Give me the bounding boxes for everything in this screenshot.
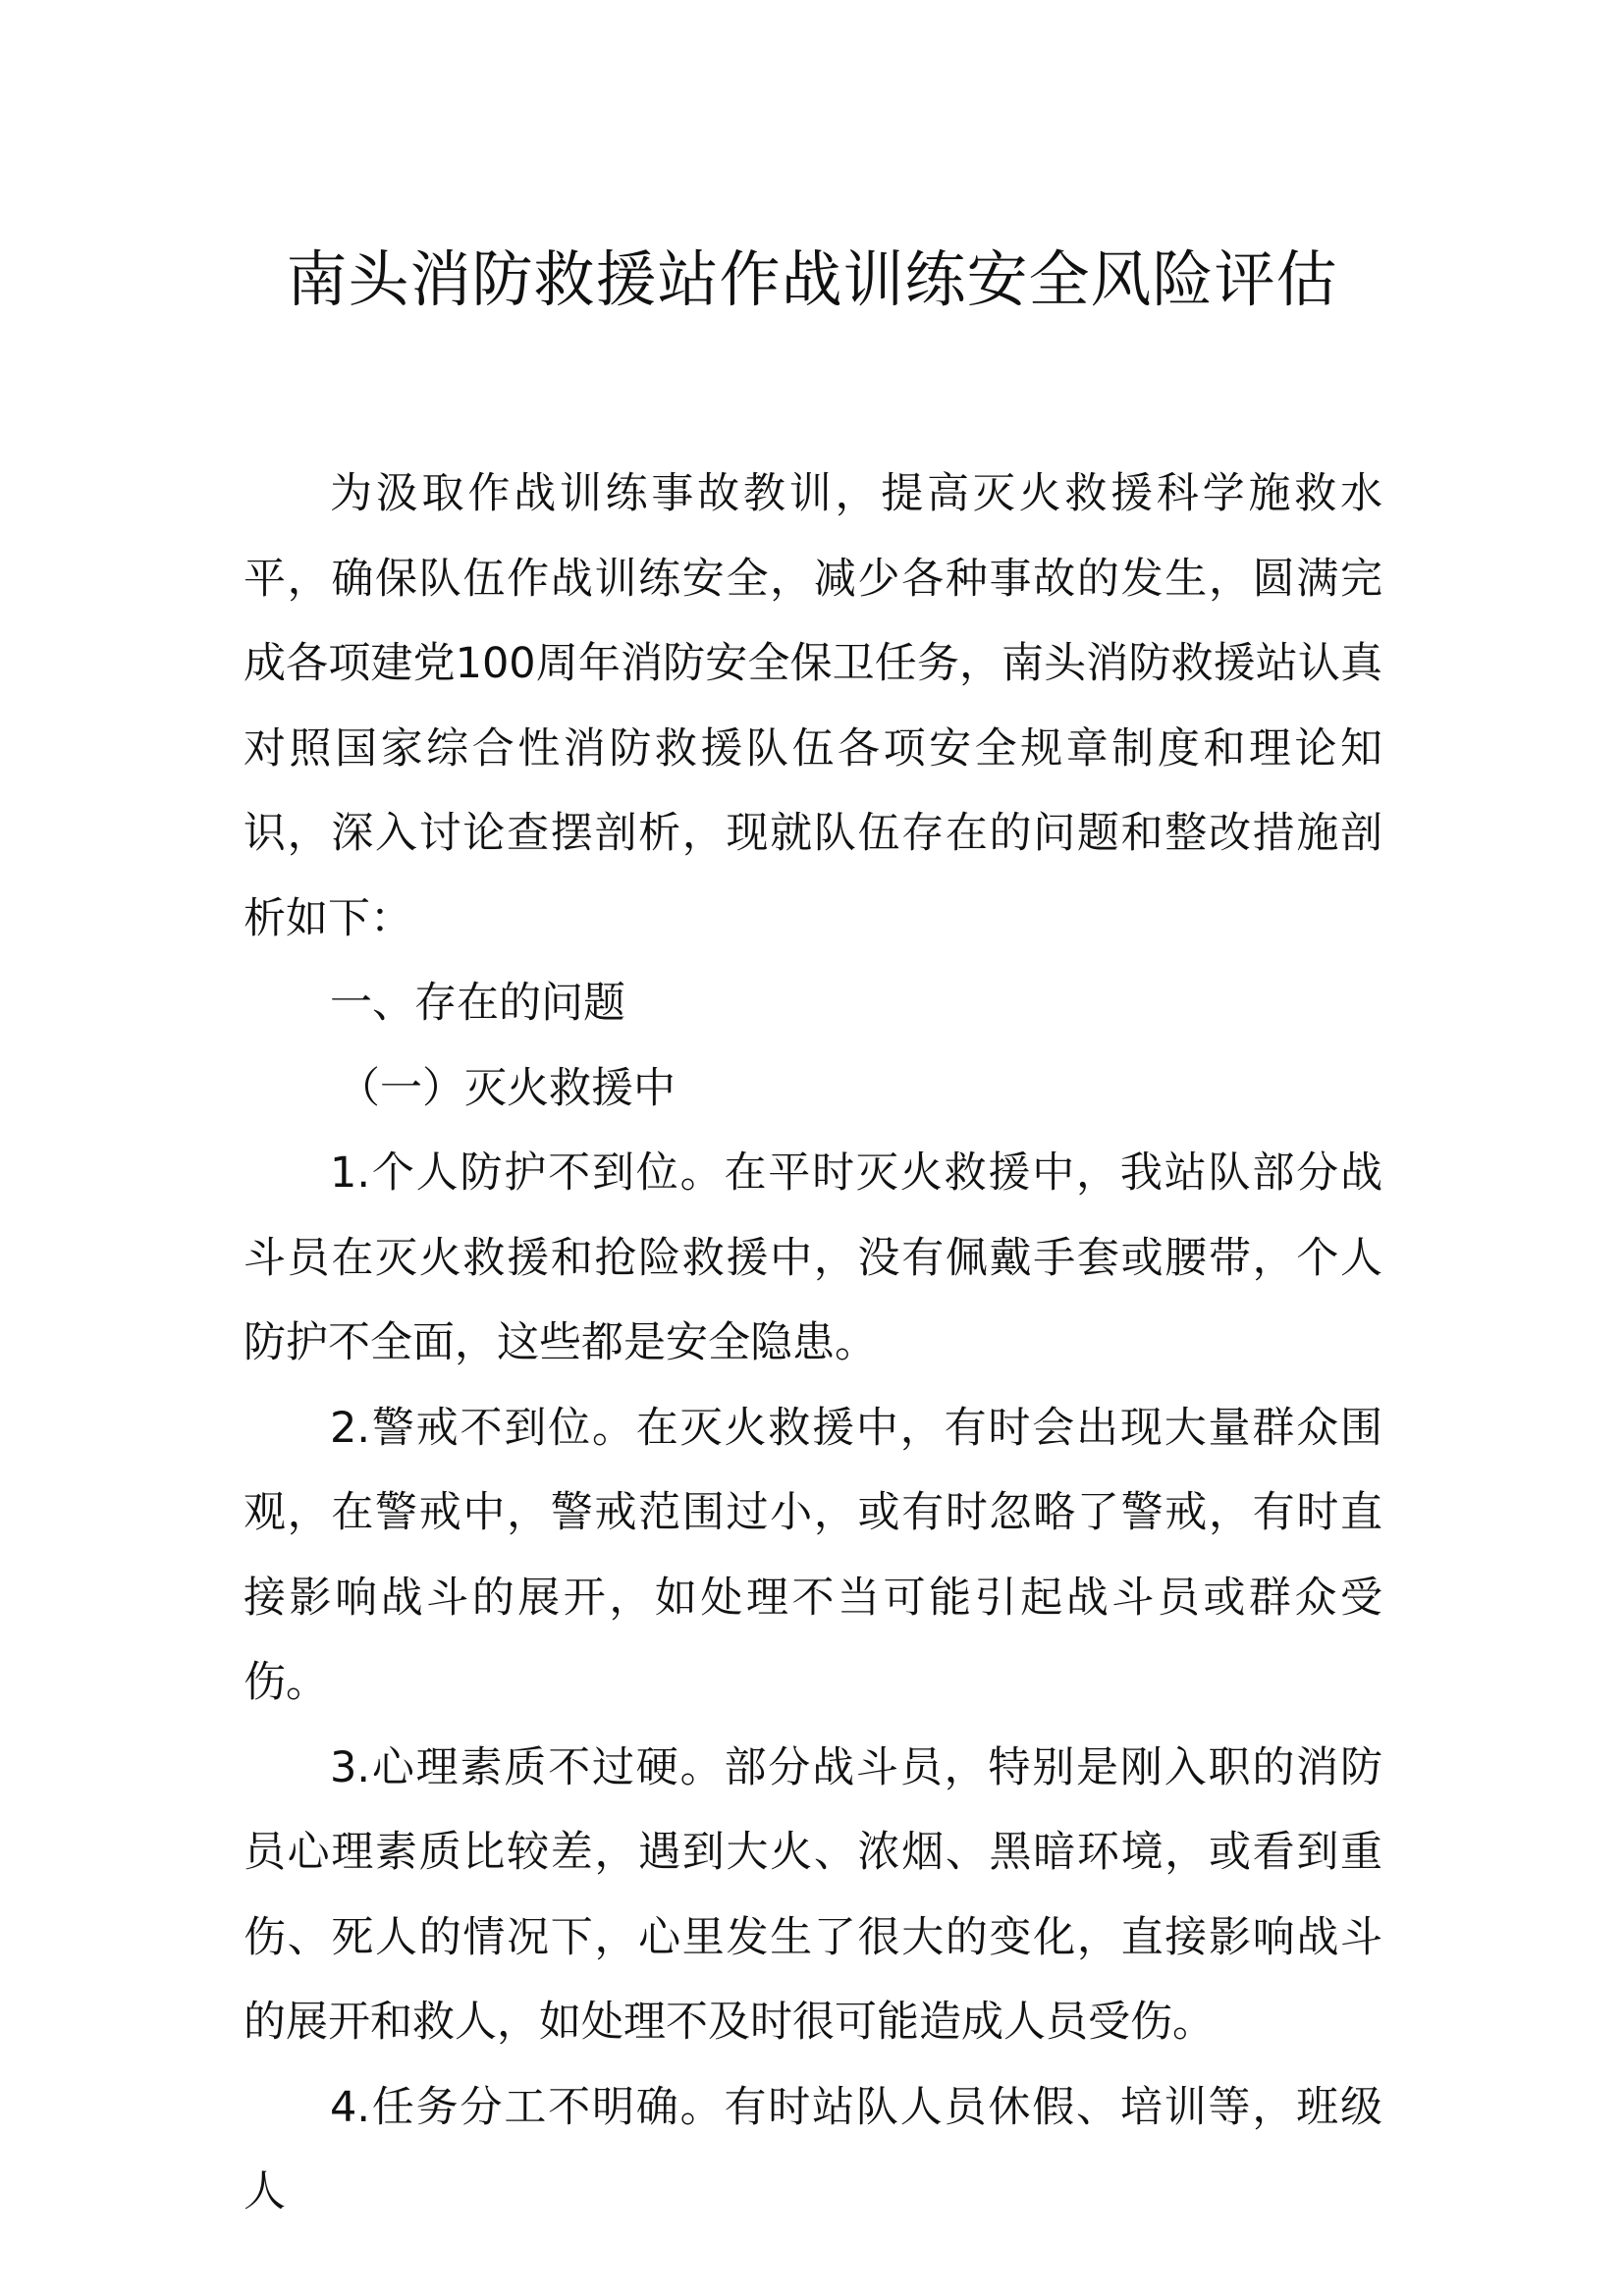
list-item: 3.心理素质不过硬。部分战斗员，特别是刚入职的消防员心理素质比较差，遇到大火、浓烟、黑暗环境，或看到重伤、死人的情况下，心里发生了很大的变化，直接影响战斗的展开和救人，如处理不及时很可能造成人员受伤。 bbox=[244, 1742, 1382, 2047]
section-heading-problems: 一、存在的问题 bbox=[330, 979, 625, 1028]
document-title: 南头消防救援站作战训练安全风险评估 bbox=[286, 243, 1338, 315]
subsection-heading-firefighting: （一）灭火救援中 bbox=[338, 1063, 676, 1113]
document-body bbox=[244, 452, 1382, 2235]
list-item: 1.个人防护不到位。在平时灭火救援中，我站队部分战斗员在灭火救援和抢险救援中，没有佩戴手套或腰带，个人防护不全面，这些都是安全隐患。 bbox=[244, 1148, 1382, 1367]
intro-paragraph: 为汲取作战训练事故教训，提高灭火救援科学施救水平，确保队伍作战训练安全，减少各种事故的发生，圆满完成各项建党100周年消防安全保卫任务，南头消防救援站认真对照国家综合性消防救援队伍各项安全规章制度和理论知识，深入讨论查摆剖析，现就队伍存在的问题和整改措施剖析如下： bbox=[244, 469, 1382, 943]
list-item: 4.任务分工不明确。有时站队人员休假、培训等，班级人 bbox=[244, 2082, 1382, 2216]
list-item: 2.警戒不到位。在灭火救援中，有时会出现大量群众围观，在警戒中，警戒范围过小，或有时忽略了警戒，有时直接影响战斗的展开，如处理不当可能引起战斗员或群众受伤。 bbox=[244, 1403, 1382, 1707]
